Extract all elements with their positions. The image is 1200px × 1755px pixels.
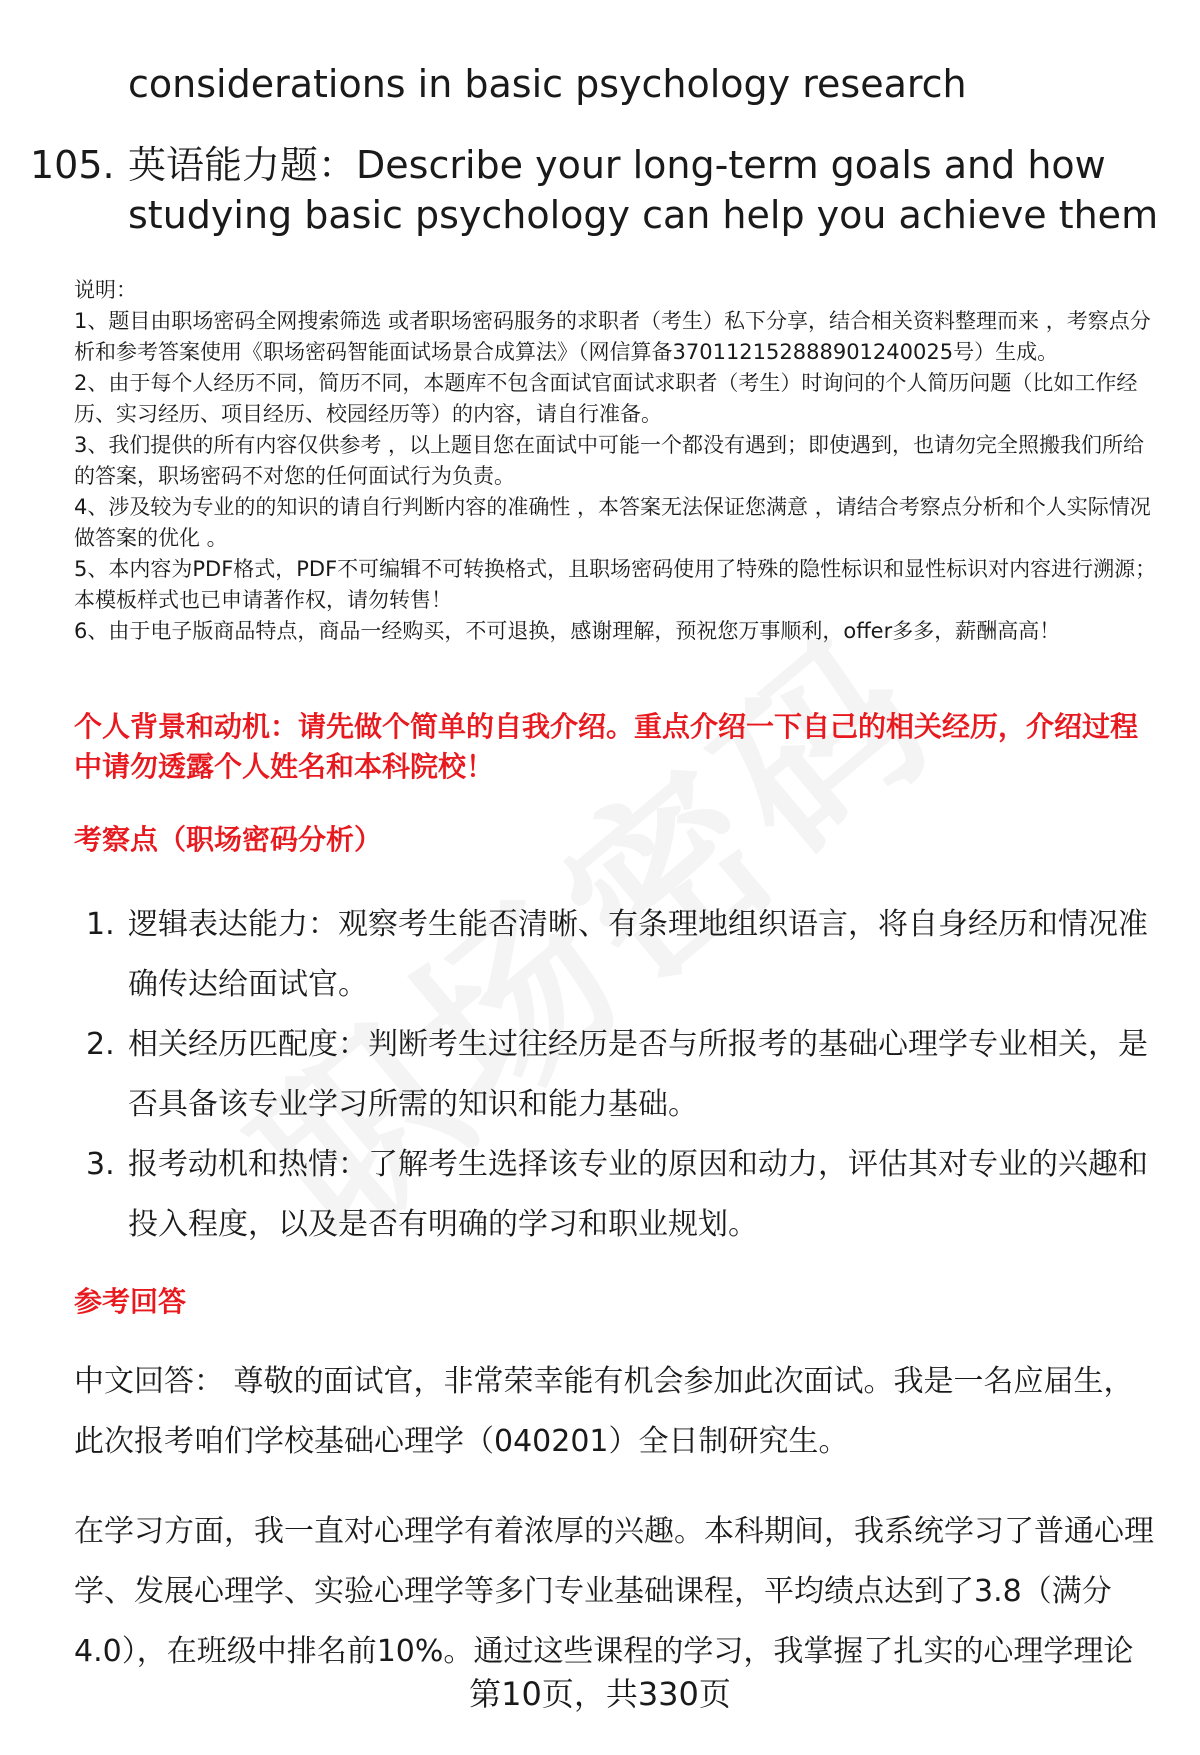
notes-section	[74, 275, 1160, 647]
notes-item: 4、涉及较为专业的的知识的请自行判断内容的准确性 ，本答案无法保证您满意 ，请结合考察点分析和个人实际情况做答案的优化 。	[74, 495, 1151, 550]
notes-item: 2、由于每个人经历不同，简历不同，本题库不包含面试官面试求职者（考生）时询问的个人简历问题（比如工作经历、实习经历、项目经历、校园经历等）的内容，请自行准备。	[74, 371, 1138, 426]
focus-point-item	[74, 1015, 1160, 1135]
notes-item: 3、我们提供的所有内容仅供参考 ，以上题目您在面试中可能一个都没有遇到；即使遇到，也请勿完全照搬我们所给的答案，职场密码不对您的任何面试行为负责。	[74, 433, 1145, 488]
reference-answer-heading: 参考回答	[74, 1285, 187, 1318]
notes-item: 5、本内容为PDF格式，PDF不可编辑不可转换格式，且职场密码使用了特殊的隐性标识和显性标识对内容进行溯源；本模板样式也已申请著作权，请勿转售！	[74, 557, 1157, 612]
focus-points-heading: 考察点（职场密码分析）	[74, 823, 383, 856]
focus-point-item	[74, 1135, 1160, 1255]
question-number: 105.	[30, 143, 115, 187]
reference-answer-body	[74, 1352, 1160, 1712]
question-continuation-line: considerations in basic psychology research	[128, 62, 967, 106]
focus-point-text: 报考动机和热情：了解考生选择该专业的原因和动力，评估其对专业的兴趣和投入程度，以及是否有明确的学习和职业规划。	[128, 1147, 1148, 1242]
answer-paragraph: 在学习方面，我一直对心理学有着浓厚的兴趣。本科期间，我系统学习了普通心理学、发展心理学、实验心理学等多门专业基础课程，平均绩点达到了3.8（满分4.0），在班级中排名前10%。通过这些课程的学习，我掌握了扎实的心理学理论	[74, 1514, 1154, 1669]
page-number-footer: 第10页，共330页	[469, 1675, 731, 1713]
focus-point-number: 2.	[86, 1027, 115, 1062]
focus-point-text: 逻辑表达能力：观察考生能否清晰、有条理地组织语言，将自身经历和情况准确传达给面试官。	[128, 907, 1148, 1002]
focus-point-item	[74, 895, 1160, 1015]
focus-point-number: 1.	[86, 907, 115, 942]
answer-paragraph: 中文回答： 尊敬的面试官，非常荣幸能有机会参加此次面试。我是一名应届生，此次报考咱们学校基础心理学（040201）全日制研究生。	[74, 1364, 1134, 1459]
focus-point-text: 相关经历匹配度：判断考生过往经历是否与所报考的基础心理学专业相关，是否具备该专业学习所需的知识和能力基础。	[128, 1027, 1148, 1122]
question-105	[30, 140, 1170, 240]
focus-point-number: 3.	[86, 1147, 115, 1182]
notes-item: 6、由于电子版商品特点，商品一经购买，不可退换，感谢理解，预祝您万事顺利，offer多多，薪酬高高！	[74, 619, 1061, 643]
question-text: 英语能力题：Describe your long-term goals and how studying basic psychology can help you achieve them	[128, 143, 1159, 237]
notes-title: 说明：	[74, 278, 137, 302]
intro-question-heading: 个人背景和动机：请先做个简单的自我介绍。重点介绍一下自己的相关经历，介绍过程中请勿透露个人姓名和本科院校！	[74, 710, 1139, 783]
notes-item: 1、题目由职场密码全网搜索筛选 或者职场密码服务的求职者（考生）私下分享，结合相关资料整理而来 ，考察点分析和参考答案使用《职场密码智能面试场景合成算法》（网信算备370112152888901240025号）生成。	[74, 309, 1151, 364]
focus-points-list	[74, 895, 1160, 1255]
